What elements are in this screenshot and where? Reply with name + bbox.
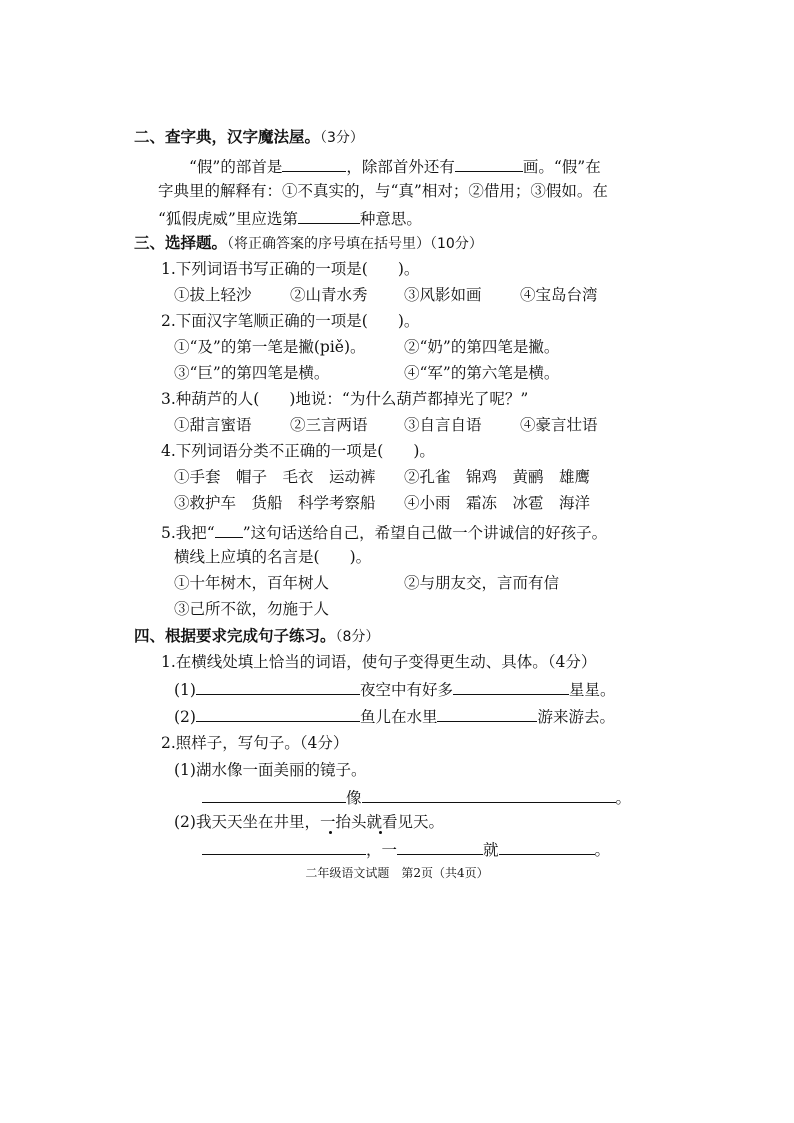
q4-stem: 4.下列词语分类不正确的一项是( )。 bbox=[161, 442, 435, 460]
q3-stem: 3.种葫芦的人( )地说：“为什么葫芦都掉光了呢？” bbox=[161, 390, 529, 408]
meaning-blank[interactable] bbox=[298, 207, 360, 224]
stroke-count-blank[interactable] bbox=[455, 155, 523, 172]
q1-stem: 1.下列词语书写正确的一项是( )。 bbox=[161, 260, 420, 278]
q2-stem: 2.下面汉字笔顺正确的一项是( )。 bbox=[161, 312, 420, 330]
s4-q2-example2: (2)我天天坐在井里，一抬头就看见天。 bbox=[174, 813, 444, 831]
emphasis-dot bbox=[329, 831, 332, 834]
fill-blank[interactable] bbox=[397, 838, 483, 855]
s4-q1-stem: 1.在横线处填上恰当的词语，使句子变得更生动、具体。（4分） bbox=[161, 653, 597, 671]
option[interactable]: ①“及”的第一笔是撇(piě)。 bbox=[174, 338, 366, 356]
fill-blank[interactable] bbox=[196, 678, 360, 695]
option[interactable]: ②山青水秀 bbox=[290, 286, 368, 304]
option[interactable]: ③救护车 货船 科学考察船 bbox=[174, 494, 376, 512]
option[interactable]: ②“奶”的第四笔是撇。 bbox=[404, 338, 560, 356]
emphasis-dot bbox=[379, 831, 382, 834]
section4-heading: 四、根据要求完成句子练习。（8分） bbox=[134, 627, 380, 645]
s4-q2-stem: 2.照样子，写句子。（4分） bbox=[161, 734, 349, 752]
s4-q2-answer2: ，一 就 。 bbox=[202, 838, 610, 860]
fill-blank[interactable] bbox=[437, 705, 537, 722]
option[interactable]: ④小雨 霜冻 冰雹 海洋 bbox=[404, 494, 591, 512]
s4-q2-example1: (1)湖水像一面美丽的镜子。 bbox=[174, 761, 367, 779]
q5-stem: 5.我把“ ”这句话送给自己，希望自己做一个讲诚信的好孩子。 bbox=[161, 521, 607, 543]
option[interactable]: ③自言自语 bbox=[404, 416, 482, 434]
fill-blank[interactable] bbox=[196, 705, 360, 722]
fill-blank[interactable] bbox=[202, 786, 346, 803]
option[interactable]: ④“军”的第六笔是横。 bbox=[404, 364, 560, 382]
option[interactable]: ②孔雀 锦鸡 黄鹂 雄鹰 bbox=[404, 468, 591, 486]
q5-stem2: 横线上应填的名言是( )。 bbox=[174, 548, 372, 566]
option[interactable]: ②与朋友交，言而有信 bbox=[404, 574, 560, 592]
quote-blank[interactable] bbox=[215, 521, 243, 538]
option[interactable]: ③风影如画 bbox=[404, 286, 482, 304]
section2-heading: 二、查字典，汉字魔法屋。（3分） bbox=[134, 128, 364, 146]
s4-q1-sentence2: (2) 鱼儿在水里 游来游去。 bbox=[174, 705, 615, 727]
option[interactable]: ②三言两语 bbox=[290, 416, 368, 434]
s4-q2-answer1: 像 。 bbox=[202, 786, 631, 808]
option[interactable]: ①十年树木，百年树人 bbox=[174, 574, 330, 592]
section3-heading: 三、选择题。（将正确答案的序号填在括号里）（10分） bbox=[134, 234, 483, 252]
option[interactable]: ④宝岛台湾 bbox=[520, 286, 598, 304]
section2-paragraph-line3: “狐假虎威”里应选第 种意思。 bbox=[158, 207, 422, 229]
option[interactable]: ①手套 帽子 毛衣 运动裤 bbox=[174, 468, 376, 486]
option[interactable]: ③己所不欲，勿施于人 bbox=[174, 600, 330, 618]
option[interactable]: ①拔上轻沙 bbox=[174, 286, 252, 304]
fill-blank[interactable] bbox=[202, 838, 366, 855]
fill-blank[interactable] bbox=[453, 678, 569, 695]
option[interactable]: ③“巨”的第四笔是横。 bbox=[174, 364, 330, 382]
fill-blank[interactable] bbox=[499, 838, 595, 855]
section2-paragraph-line1: “假”的部首是 ，除部首外还有 画。“假”在 bbox=[189, 155, 601, 177]
fill-blank[interactable] bbox=[362, 786, 616, 803]
page-footer: 二年级语文试题 第2页（共4页） bbox=[305, 866, 489, 880]
option[interactable]: ①甜言蜜语 bbox=[174, 416, 252, 434]
radical-blank[interactable] bbox=[282, 155, 346, 172]
s4-q1-sentence1: (1) 夜空中有好多 星星。 bbox=[174, 678, 616, 700]
section2-paragraph-line2: 字典里的解释有：①不真实的，与“真”相对；②借用；③假如。在 bbox=[158, 182, 608, 200]
option[interactable]: ④豪言壮语 bbox=[520, 416, 598, 434]
